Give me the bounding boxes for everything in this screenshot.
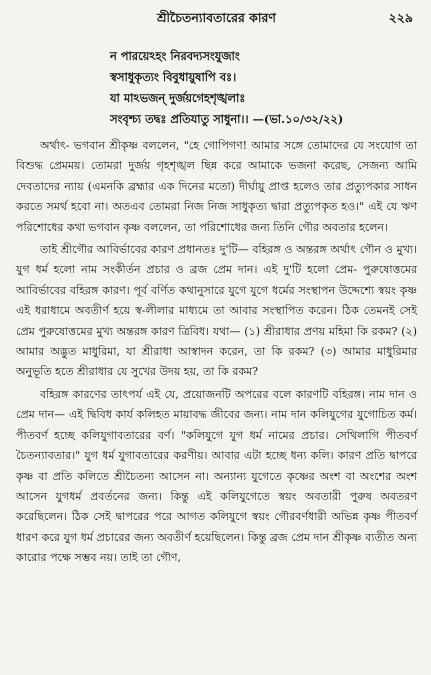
- verse-line: স্বসাধুকৃত্যং বিবুধায়ুষাপি বঃ।: [110, 70, 237, 84]
- verse-line: সংবৃশ্চ্য তদ্বঃ প্রতিযাতু সাধুনা।। —(ভা.১০/৩২/২২): [110, 112, 344, 126]
- paragraph-reasons: তাই শ্রীগৌর আবির্ভাবের কারণ প্রধানতঃ দু'টি— বহিরঙ্গ ও অন্তরঙ্গ অর্থাৎ গৌন ও মুখ্য। যুগ ধর্ম হলো নাম সংকীর্তন প্রচার ও ব্রজ প্রেম দান। এই দু'টি হলো প্রেম- পুরুষোত্তমের আবির্ভাবের বহিরঙ্গ কারণ। পূর্ব বর্ণিত কথানুসারে যুগে যুগে ধর্মের সংস্থাপন উদ্দেশ্যে স্বয়ং কৃষ্ণ এই ধরাধামে অবতীর্ণ হয়ে স্ব-লীলার মাধ্যমে তা আবার সংস্থাপিত করেন। ঠিক তেমনই সেই প্রেম পুরুষোত্তমের মুখ্য অন্তরঙ্গ কারণ ত্রিবিধ। যথা— (১) শ্রীরাধার প্রণয় মহিমা কি রকম? (২) আমার অদ্ভুত মাধুরিমা, যা শ্রীরাধা আস্বাদন করেন, তা কি রকম? (৩) আমার মাধুরিমার অনুভূতি হতে শ্রীরাধার যে সুখের উদয় হয়, তা কি রকম?: [16, 243, 417, 379]
- verse-line: ন পারয়েঽহং নিরবদ্যসংযুজাং: [110, 49, 240, 63]
- page-number: ২২৯: [388, 10, 413, 25]
- sanskrit-verse: [110, 46, 417, 130]
- running-title: শ্রীচৈতন্যাবতারের কারণ: [157, 10, 276, 25]
- paragraph-translation: অর্থাৎ- ভগবান শ্রীকৃষ্ণ বললেন, "হে গোপিগণ! আমার সঙ্গে তোমাদের যে সংযোগ তা বিশুদ্ধ প্রেমময়। তোমরা দুর্জয় গৃহশৃঙ্খল ছিন্ন করে আমাকে ভজনা করেছ, সেজন্য আমি দেবতাদের ন্যায় (এমনকি ব্রহ্মার এক দিনের মতো) দীর্ঘায়ু প্রাপ্ত হলেও তার প্রত্যুপকার সাধন করতে সমর্থ হবো না। অতএব তোমরা নিজ নিজ সাধুকৃত্য দ্বারা প্রত্যুপকৃত হও।" এই যে ঋণ পরিশোধের কথা ভগবান কৃষ্ণ বললেন, তা পরিশোধের জন্য তিনি গৌর অবতার হলেন।: [16, 139, 417, 234]
- paragraph-external-reason: বহিরঙ্গ কারণের তাৎপর্য এই যে, প্রয়োজনটি অপরের বলে কারণটি বহিরঙ্গ। নাম দান ও প্রেম দান— এই দ্বিবিধ কার্য কলিহত মায়াবদ্ধ জীবের জন্য। নাম দান কলিযুগের যুগোচিত কর্ম। পীতবর্ণ হচ্ছে কলিযুগাবতারের বর্ণ। "কলিযুগে যুগ ধর্ম নামের প্রচার। সেথিলাগি পীতবর্ণ চৈতন্যাবতার।" যুগ ধর্ম যুগাবতারের করণীয়। আবার এটা হচ্ছে ধন্য কলি। কারণ প্রতি দ্বাপরে কৃষ্ণ বা প্রতি কলিতে শ্রীচৈতন্য আসেন না। অন্যান্য যুগেতে কৃষ্ণের অংশ বা অংশের অংশ আসেন যুগধর্ম প্রবর্তনের জন্য। কিন্তু এই কলিযুগেতে স্বয়ং অবতারী পুরুষ অবতরণ করেছিলেন। ঠিক সেই দ্বাপরের পরে আগত কলিযুগে স্বয়ং গৌরবর্ণধারী অভিন্ন কৃষ্ণ পীতবর্ণ ধারণ করে যুগ ধর্ম প্রচারের জন্য অবতীর্ণ হয়েছিলেন। কিন্তু ব্রজ প্রেম দান শ্রীকৃষ্ণ ব্যতীত অন্য কারোর পক্ষে সম্ভব নয়। তাই তা গৌণ,: [16, 387, 417, 565]
- verse-line: যা মাঽভজন্ দুর্জয়গেহশৃঙ্খলাঃ: [110, 91, 246, 105]
- page-header: [16, 8, 417, 30]
